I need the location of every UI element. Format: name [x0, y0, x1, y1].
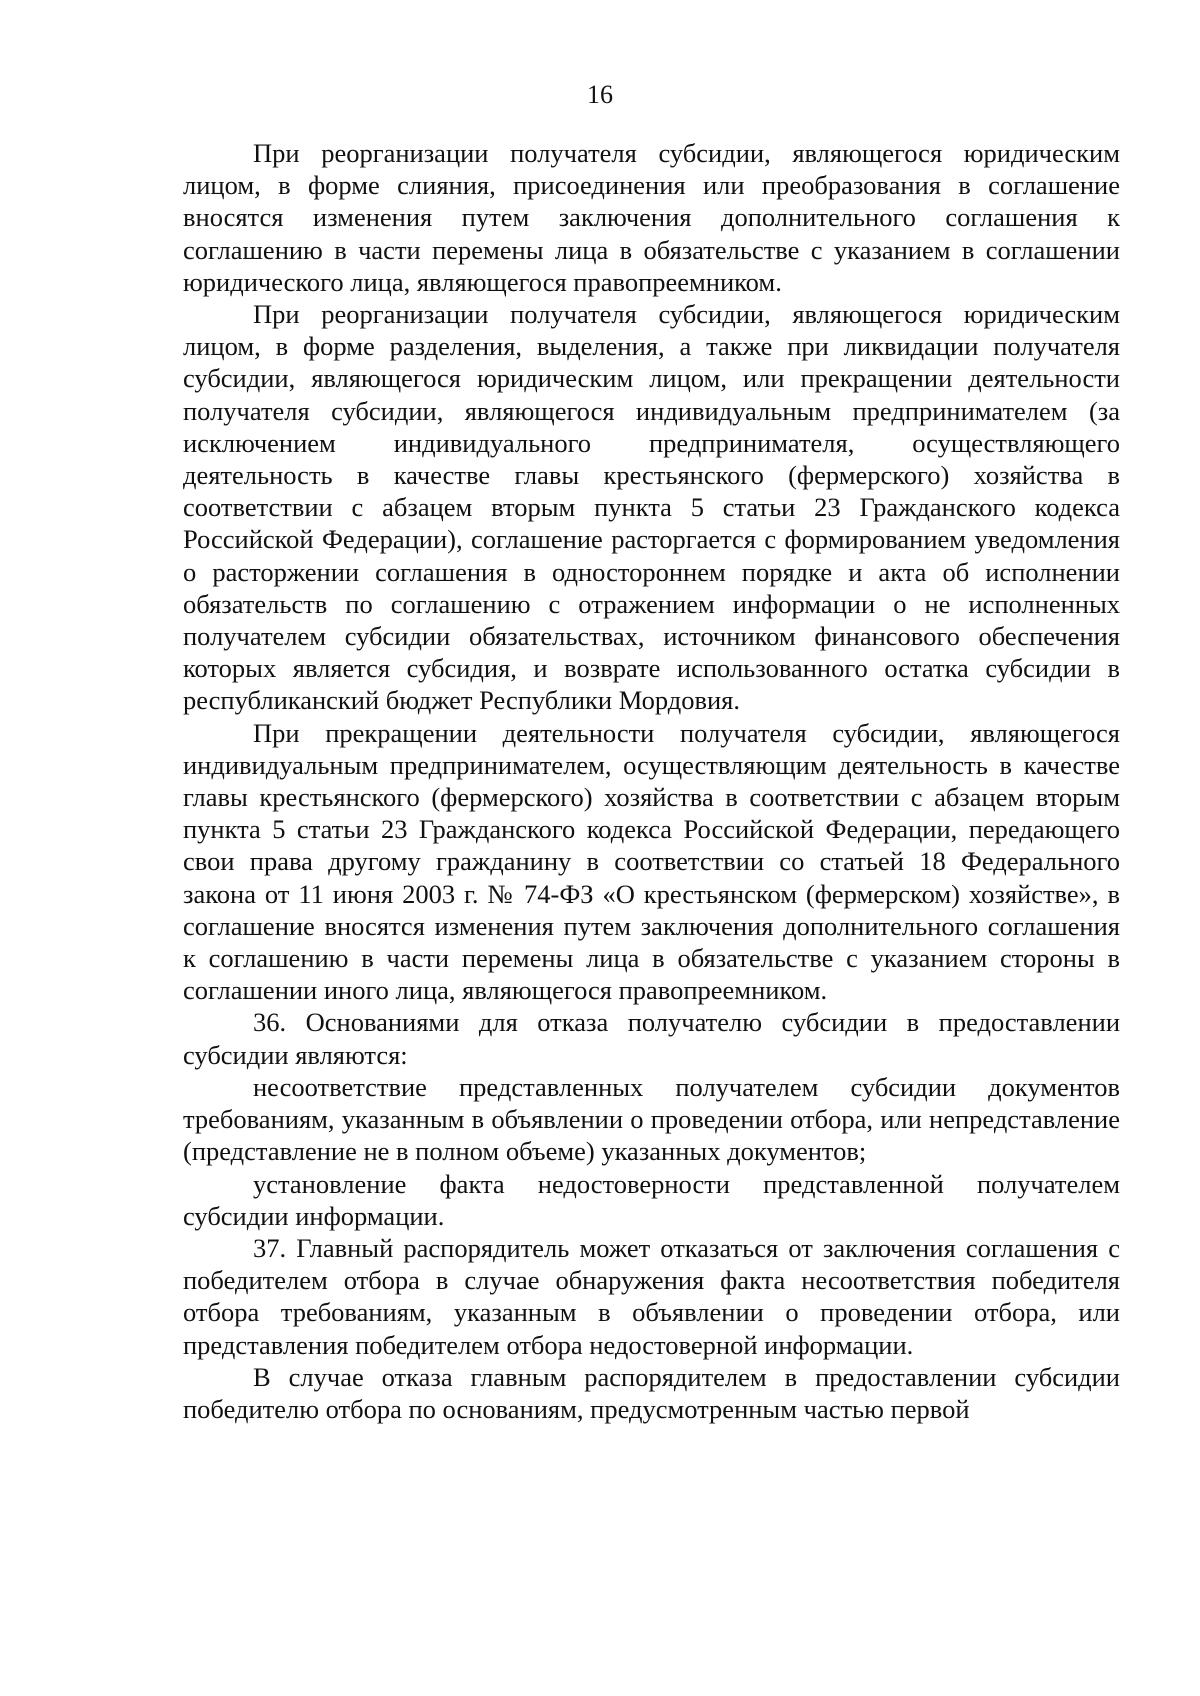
paragraph-36-refusal-grounds: 36. Основаниями для отказа получателю субсидии в предоставлении субсидии являются:	[183, 1007, 1120, 1070]
document-body	[183, 137, 1120, 1425]
paragraph-refusal-false-info: установление факта недостоверности представленной получателем субсидии информации.	[183, 1168, 1120, 1231]
paragraph-reorganization-division: При реорганизации получателя субсидии, являющегося юридическим лицом, в форме разделения, выделения, а также при ликвидации получателя субсидии, являющегося юридическим лицом, или прекращении деятельности получателя субсидии, являющегося индивидуальным предпринимателем (за исключением индивидуального предпринимателя, осуществляющего деятельность в качестве главы крестьянского (фермерского) хозяйства в соответствии с абзацем вторым пункта 5 статьи 23 Гражданского кодекса Российской Федерации), соглашение расторгается с формированием уведомления о расторжении соглашения в одностороннем порядке и акта об исполнении обязательств по соглашению с отражением информации о не исполненных получателем субсидии обязательствах, источником финансового обеспечения которых является субсидия, и возврате использованного остатка субсидии в республиканский бюджет Республики Мордовия.	[183, 299, 1120, 716]
paragraph-refusal-case: В случае отказа главным распорядителем в предоставлении субсидии победителю отбора по основаниям, предусмотренным частью первой	[183, 1361, 1120, 1424]
page-number: 16	[587, 80, 613, 109]
paragraph-refusal-documents: несоответствие представленных получателем субсидии документов требованиям, указанным в объявлении о проведении отбора, или непредставление (представление не в полном объеме) указанных документов;	[183, 1071, 1120, 1167]
paragraph-reorganization-merger: При реорганизации получателя субсидии, являющегося юридическим лицом, в форме слияния, присоединения или преобразования в соглашение вносятся изменения путем заключения дополнительного соглашения к соглашению в части перемены лица в обязательстве с указанием в соглашении юридического лица, являющегося правопреемником.	[183, 138, 1120, 297]
paragraph-termination-entrepreneur: При прекращении деятельности получателя субсидии, являющегося индивидуальным предпринимателем, осуществляющим деятельность в качестве главы крестьянского (фермерского) хозяйства в соответствии с абзацем вторым пункта 5 статьи 23 Гражданского кодекса Российской Федерации, передающего свои права другому гражданину в соответствии со статьей 18 Федерального закона от 11 июня 2003 г. № 74-ФЗ «О крестьянском (фермерском) хозяйстве», в соглашение вносятся изменения путем заключения дополнительного соглашения к соглашению в части перемены лица в обязательстве с указанием стороны в соглашении иного лица, являющегося правопреемником.	[183, 717, 1120, 1006]
paragraph-37-agreement-refusal: 37. Главный распорядитель может отказаться от заключения соглашения с победителем отбора в случае обнаружения факта несоответствия победителя отбора требованиям, указанным в объявлении о проведении отбора, или представления победителем отбора недостоверной информации.	[183, 1232, 1120, 1360]
